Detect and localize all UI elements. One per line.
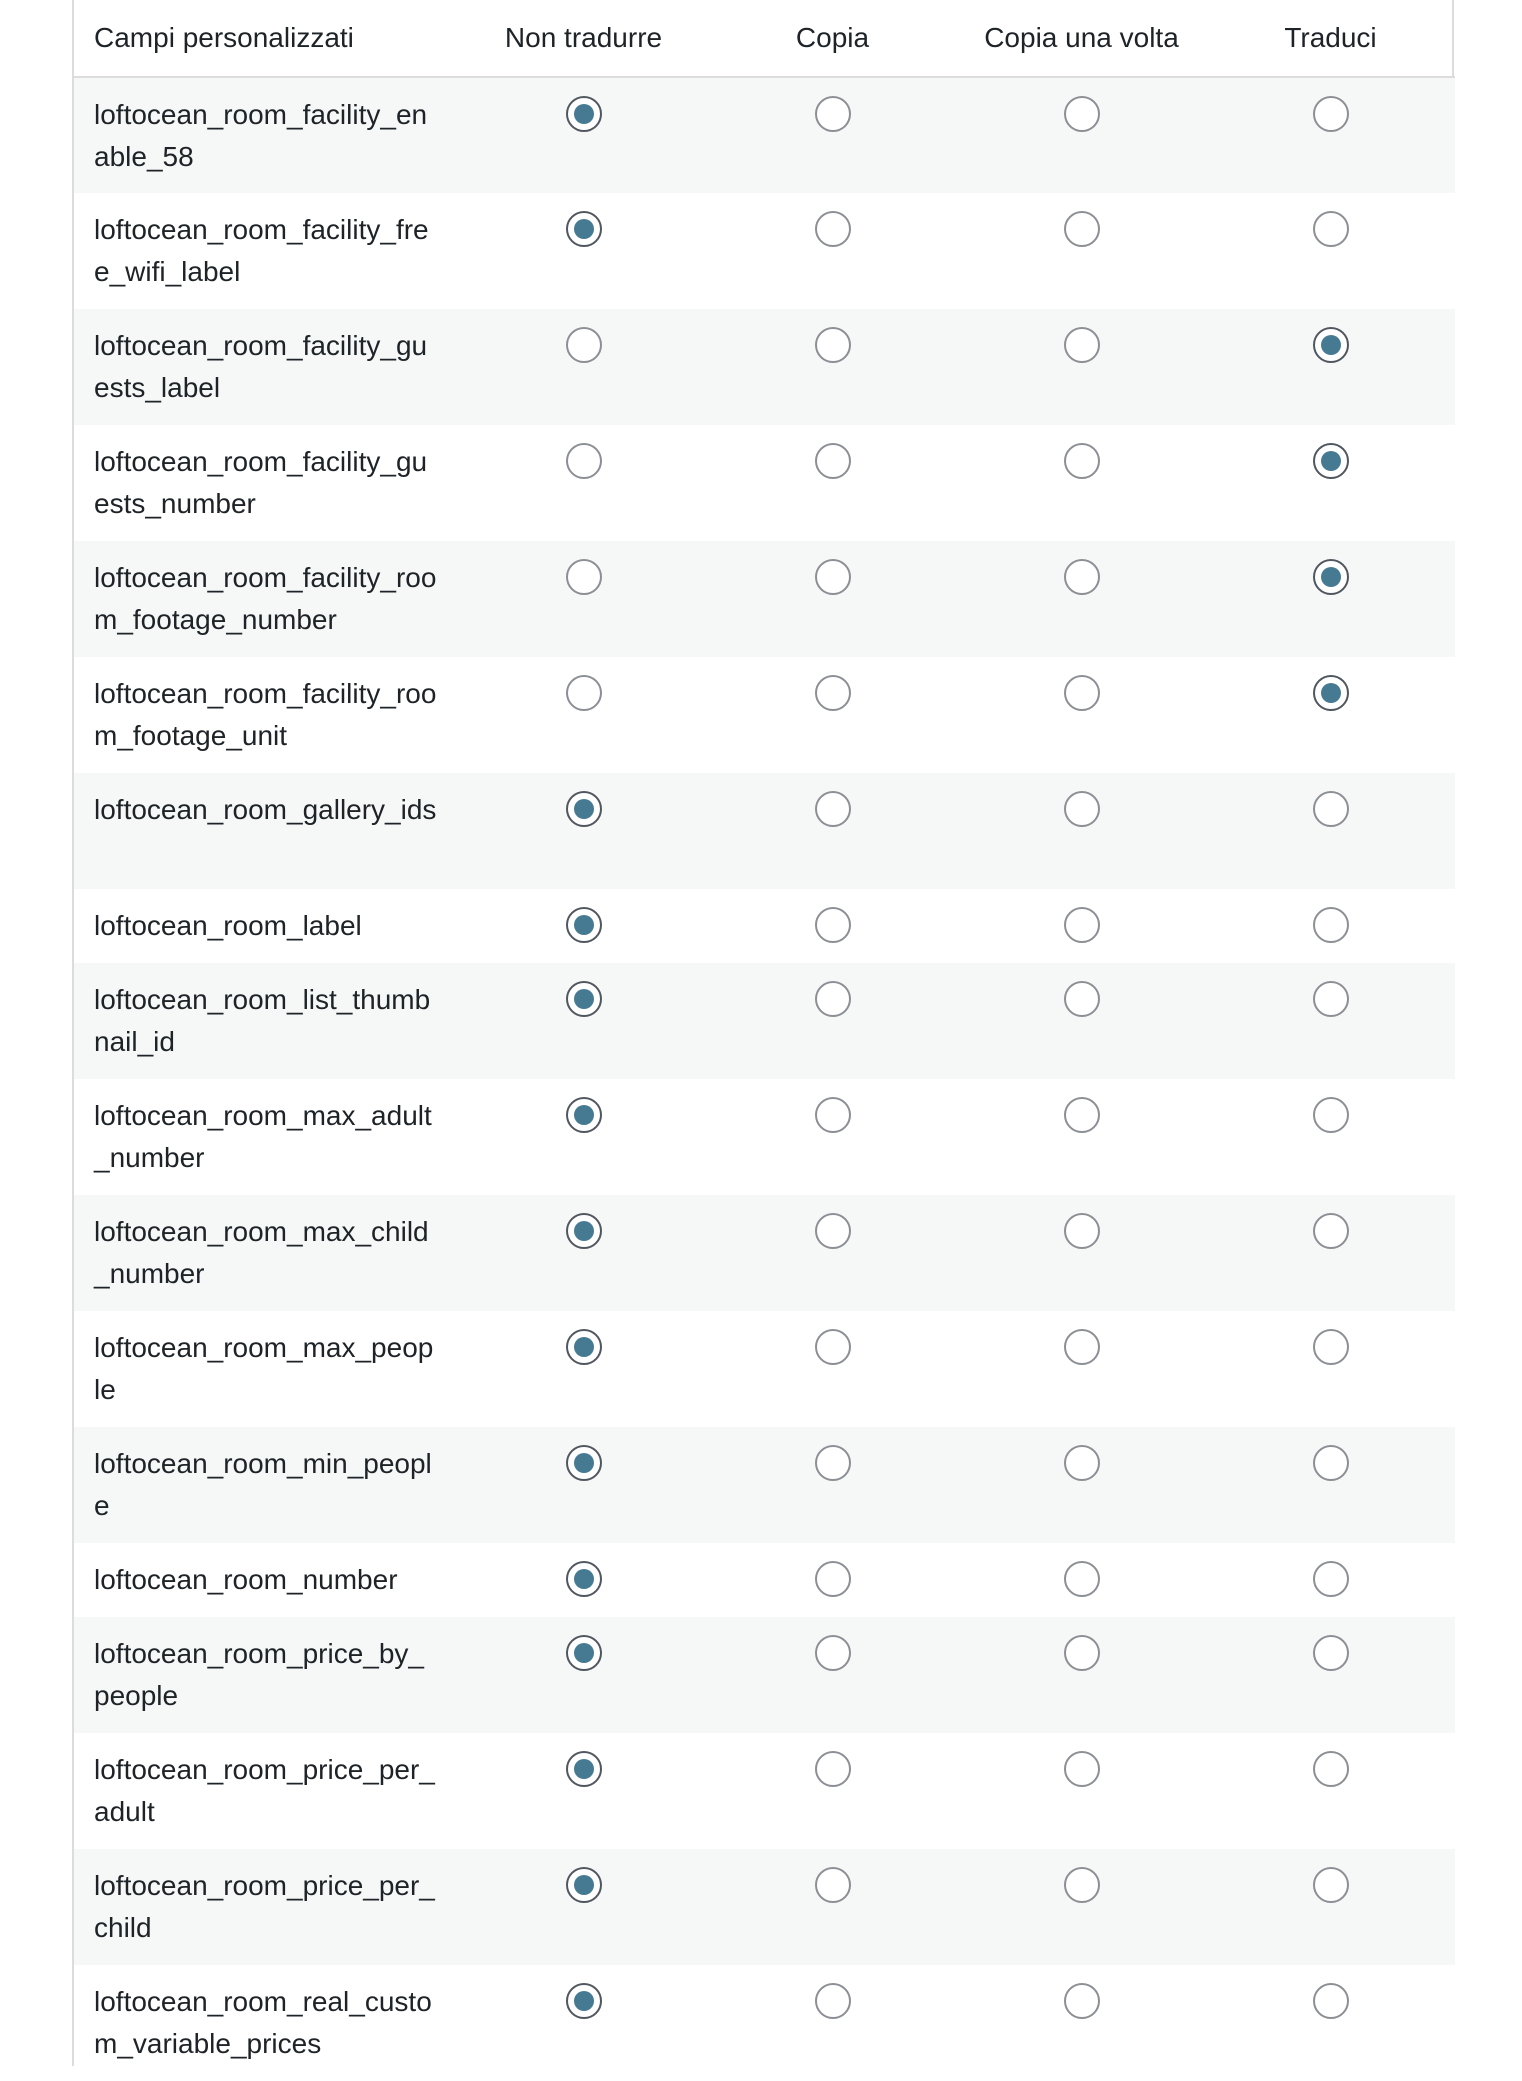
radio-dont-translate[interactable] bbox=[566, 1213, 602, 1249]
option-cell bbox=[708, 541, 957, 657]
radio-copy-once[interactable] bbox=[1064, 1751, 1100, 1787]
radio-copy-once[interactable] bbox=[1064, 1445, 1100, 1481]
table-row bbox=[74, 1965, 1455, 2081]
radio-dont-translate[interactable] bbox=[566, 443, 602, 479]
radio-copy[interactable] bbox=[815, 791, 851, 827]
table-header bbox=[74, 0, 1455, 77]
option-cell bbox=[1206, 1733, 1455, 1849]
radio-copy-once[interactable] bbox=[1064, 96, 1100, 132]
option-cell bbox=[459, 1195, 708, 1311]
option-cell bbox=[708, 1849, 957, 1965]
radio-copy[interactable] bbox=[815, 1867, 851, 1903]
radio-copy-once[interactable] bbox=[1064, 327, 1100, 363]
table-row bbox=[74, 1733, 1455, 1849]
table-row bbox=[74, 193, 1455, 309]
radio-dont-translate[interactable] bbox=[566, 791, 602, 827]
field-name: loftocean_room_price_per_child bbox=[94, 1870, 435, 1943]
radio-translate[interactable] bbox=[1313, 981, 1349, 1017]
option-cell bbox=[957, 657, 1206, 773]
option-cell bbox=[1206, 773, 1455, 889]
radio-dont-translate[interactable] bbox=[566, 1561, 602, 1597]
radio-copy[interactable] bbox=[815, 1097, 851, 1133]
option-cell bbox=[459, 889, 708, 963]
option-cell bbox=[1206, 1543, 1455, 1617]
radio-translate[interactable] bbox=[1313, 1751, 1349, 1787]
field-name: loftocean_room_facility_room_footage_number bbox=[94, 562, 437, 635]
table-row bbox=[74, 1617, 1455, 1733]
field-name: loftocean_room_facility_free_wifi_label bbox=[94, 214, 429, 287]
option-cell bbox=[708, 963, 957, 1079]
option-cell bbox=[1206, 1849, 1455, 1965]
option-cell bbox=[957, 425, 1206, 541]
option-cell bbox=[708, 1733, 957, 1849]
column-header-copy: Copia bbox=[708, 0, 957, 77]
radio-copy[interactable] bbox=[815, 907, 851, 943]
option-cell bbox=[1206, 1079, 1455, 1195]
option-cell bbox=[957, 309, 1206, 425]
option-cell bbox=[1206, 889, 1455, 963]
option-cell bbox=[957, 1617, 1206, 1733]
option-cell bbox=[708, 77, 957, 193]
radio-dont-translate[interactable] bbox=[566, 1751, 602, 1787]
radio-copy[interactable] bbox=[815, 1213, 851, 1249]
radio-translate[interactable] bbox=[1313, 1097, 1349, 1133]
radio-dont-translate[interactable] bbox=[566, 675, 602, 711]
radio-dont-translate[interactable] bbox=[566, 96, 602, 132]
option-cell bbox=[957, 889, 1206, 963]
option-cell bbox=[1206, 1965, 1455, 2081]
field-name: loftocean_room_list_thumbnail_id bbox=[94, 984, 431, 1057]
custom-fields-table bbox=[74, 0, 1455, 2081]
radio-copy[interactable] bbox=[815, 981, 851, 1017]
radio-translate[interactable] bbox=[1313, 443, 1349, 479]
option-cell bbox=[1206, 1617, 1455, 1733]
table-body bbox=[74, 77, 1455, 2081]
radio-dont-translate[interactable] bbox=[566, 1867, 602, 1903]
option-cell bbox=[708, 1311, 957, 1427]
table-row bbox=[74, 1427, 1455, 1543]
option-cell bbox=[957, 963, 1206, 1079]
radio-translate[interactable] bbox=[1313, 1561, 1349, 1597]
radio-copy-once[interactable] bbox=[1064, 211, 1100, 247]
option-cell bbox=[459, 193, 708, 309]
table-row bbox=[74, 889, 1455, 963]
option-cell bbox=[1206, 963, 1455, 1079]
radio-copy[interactable] bbox=[815, 1751, 851, 1787]
option-cell bbox=[459, 309, 708, 425]
radio-translate[interactable] bbox=[1313, 791, 1349, 827]
field-name: loftocean_room_max_adult_number bbox=[94, 1100, 432, 1173]
radio-dont-translate[interactable] bbox=[566, 981, 602, 1017]
radio-dont-translate[interactable] bbox=[566, 559, 602, 595]
table-row bbox=[74, 541, 1455, 657]
radio-translate[interactable] bbox=[1313, 1445, 1349, 1481]
radio-copy-once[interactable] bbox=[1064, 1867, 1100, 1903]
option-cell bbox=[459, 541, 708, 657]
option-cell bbox=[708, 193, 957, 309]
radio-copy[interactable] bbox=[815, 443, 851, 479]
field-name: loftocean_room_real_custom_variable_prices bbox=[94, 1986, 432, 2059]
radio-translate[interactable] bbox=[1313, 1329, 1349, 1365]
radio-dont-translate[interactable] bbox=[566, 1445, 602, 1481]
option-cell bbox=[459, 1543, 708, 1617]
radio-copy-once[interactable] bbox=[1064, 1983, 1100, 2019]
option-cell bbox=[459, 1617, 708, 1733]
table-row bbox=[74, 309, 1455, 425]
radio-copy[interactable] bbox=[815, 1561, 851, 1597]
radio-copy[interactable] bbox=[815, 1983, 851, 2019]
radio-copy[interactable] bbox=[815, 1329, 851, 1365]
field-name: loftocean_room_min_people bbox=[94, 1448, 432, 1521]
radio-copy[interactable] bbox=[815, 96, 851, 132]
field-name: loftocean_room_facility_room_footage_unit bbox=[94, 678, 437, 751]
radio-dont-translate[interactable] bbox=[566, 211, 602, 247]
field-name: loftocean_room_label bbox=[94, 910, 362, 941]
radio-copy-once[interactable] bbox=[1064, 981, 1100, 1017]
radio-copy[interactable] bbox=[815, 675, 851, 711]
radio-copy-once[interactable] bbox=[1064, 1097, 1100, 1133]
option-cell bbox=[1206, 425, 1455, 541]
field-name: loftocean_room_facility_enable_58 bbox=[94, 99, 428, 172]
option-cell bbox=[459, 657, 708, 773]
option-cell bbox=[459, 1311, 708, 1427]
option-cell bbox=[1206, 1195, 1455, 1311]
radio-copy[interactable] bbox=[815, 1445, 851, 1481]
table-row bbox=[74, 1543, 1455, 1617]
field-name: loftocean_room_facility_guests_number bbox=[94, 446, 428, 519]
radio-translate[interactable] bbox=[1313, 907, 1349, 943]
option-cell bbox=[459, 963, 708, 1079]
radio-translate[interactable] bbox=[1313, 1635, 1349, 1671]
column-header-copy-once: Copia una volta bbox=[957, 0, 1206, 77]
option-cell bbox=[708, 425, 957, 541]
radio-copy[interactable] bbox=[815, 327, 851, 363]
radio-translate[interactable] bbox=[1313, 1867, 1349, 1903]
option-cell bbox=[708, 1079, 957, 1195]
field-name: loftocean_room_max_child_number bbox=[94, 1216, 429, 1289]
radio-translate[interactable] bbox=[1313, 1983, 1349, 2019]
option-cell bbox=[459, 425, 708, 541]
field-name: loftocean_room_number bbox=[94, 1564, 398, 1595]
table-row bbox=[74, 773, 1455, 889]
field-name: loftocean_room_max_people bbox=[94, 1332, 434, 1405]
option-cell bbox=[1206, 541, 1455, 657]
radio-copy-once[interactable] bbox=[1064, 1635, 1100, 1671]
radio-dont-translate[interactable] bbox=[566, 1983, 602, 2019]
radio-dont-translate[interactable] bbox=[566, 907, 602, 943]
radio-copy-once[interactable] bbox=[1064, 907, 1100, 943]
option-cell bbox=[459, 1079, 708, 1195]
option-cell bbox=[459, 1427, 708, 1543]
table-row bbox=[74, 425, 1455, 541]
radio-copy-once[interactable] bbox=[1064, 559, 1100, 595]
radio-copy-once[interactable] bbox=[1064, 443, 1100, 479]
option-cell bbox=[1206, 1427, 1455, 1543]
field-name: loftocean_room_price_by_people bbox=[94, 1638, 424, 1711]
option-cell bbox=[708, 889, 957, 963]
option-cell bbox=[957, 1195, 1206, 1311]
field-name: loftocean_room_gallery_ids bbox=[94, 794, 437, 825]
radio-dont-translate[interactable] bbox=[566, 1329, 602, 1365]
custom-fields-panel bbox=[72, 0, 1454, 2066]
radio-copy-once[interactable] bbox=[1064, 1561, 1100, 1597]
radio-copy-once[interactable] bbox=[1064, 1213, 1100, 1249]
radio-copy[interactable] bbox=[815, 1635, 851, 1671]
option-cell bbox=[708, 773, 957, 889]
option-cell bbox=[957, 1311, 1206, 1427]
option-cell bbox=[957, 1965, 1206, 2081]
option-cell bbox=[459, 1733, 708, 1849]
radio-dont-translate[interactable] bbox=[566, 1635, 602, 1671]
option-cell bbox=[1206, 309, 1455, 425]
radio-translate[interactable] bbox=[1313, 96, 1349, 132]
column-header-custom-fields: Campi personalizzati bbox=[74, 0, 459, 77]
option-cell bbox=[459, 773, 708, 889]
option-cell bbox=[1206, 77, 1455, 193]
option-cell bbox=[459, 77, 708, 193]
option-cell bbox=[957, 541, 1206, 657]
option-cell bbox=[957, 1733, 1206, 1849]
column-header-translate: Traduci bbox=[1206, 0, 1455, 77]
option-cell bbox=[1206, 657, 1455, 773]
table-row bbox=[74, 77, 1455, 193]
option-cell bbox=[957, 1849, 1206, 1965]
option-cell bbox=[1206, 1311, 1455, 1427]
option-cell bbox=[708, 309, 957, 425]
option-cell bbox=[708, 1965, 957, 2081]
option-cell bbox=[957, 1543, 1206, 1617]
option-cell bbox=[957, 773, 1206, 889]
radio-translate[interactable] bbox=[1313, 327, 1349, 363]
table-row bbox=[74, 1311, 1455, 1427]
radio-translate[interactable] bbox=[1313, 1213, 1349, 1249]
column-header-dont-translate: Non tradurre bbox=[459, 0, 708, 77]
option-cell bbox=[459, 1965, 708, 2081]
radio-copy-once[interactable] bbox=[1064, 675, 1100, 711]
radio-translate[interactable] bbox=[1313, 211, 1349, 247]
option-cell bbox=[708, 657, 957, 773]
radio-dont-translate[interactable] bbox=[566, 327, 602, 363]
table-row bbox=[74, 657, 1455, 773]
table-row bbox=[74, 1079, 1455, 1195]
radio-copy-once[interactable] bbox=[1064, 791, 1100, 827]
radio-copy[interactable] bbox=[815, 211, 851, 247]
field-name: loftocean_room_price_per_adult bbox=[94, 1754, 435, 1827]
radio-translate[interactable] bbox=[1313, 559, 1349, 595]
option-cell bbox=[708, 1617, 957, 1733]
option-cell bbox=[708, 1543, 957, 1617]
radio-translate[interactable] bbox=[1313, 675, 1349, 711]
table-row bbox=[74, 1195, 1455, 1311]
option-cell bbox=[957, 193, 1206, 309]
option-cell bbox=[459, 1849, 708, 1965]
radio-copy-once[interactable] bbox=[1064, 1329, 1100, 1365]
option-cell bbox=[708, 1427, 957, 1543]
table-row bbox=[74, 1849, 1455, 1965]
table-row bbox=[74, 963, 1455, 1079]
radio-copy[interactable] bbox=[815, 559, 851, 595]
option-cell bbox=[957, 1427, 1206, 1543]
option-cell bbox=[1206, 193, 1455, 309]
option-cell bbox=[957, 77, 1206, 193]
radio-dont-translate[interactable] bbox=[566, 1097, 602, 1133]
field-name: loftocean_room_facility_guests_label bbox=[94, 330, 428, 403]
option-cell bbox=[957, 1079, 1206, 1195]
option-cell bbox=[708, 1195, 957, 1311]
